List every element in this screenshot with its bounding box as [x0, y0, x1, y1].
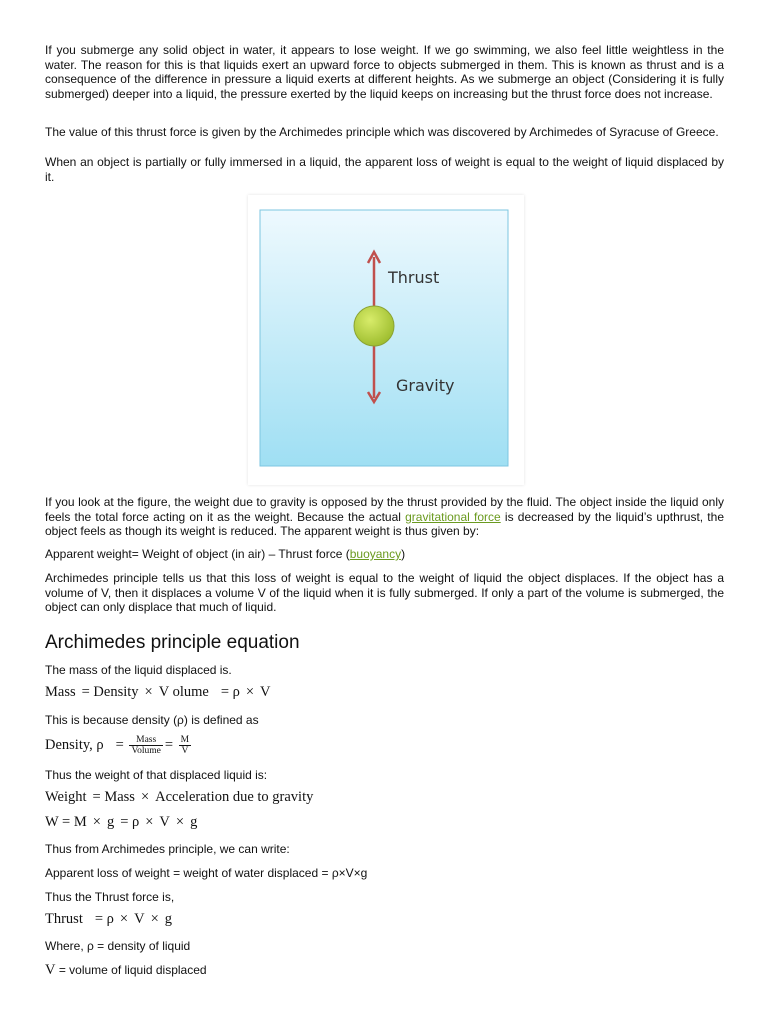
- eq-term: Acceleration due to gravity: [155, 789, 314, 805]
- mass-over-volume-fraction: [129, 735, 162, 756]
- eq-term: Mass: [45, 684, 76, 700]
- eq-term: = Density: [81, 684, 139, 700]
- fraction-numerator: M: [180, 735, 190, 745]
- eq-term: = ρ: [94, 911, 114, 927]
- eq-term: = ρ: [120, 814, 140, 830]
- eq-term: V olume: [158, 684, 209, 700]
- gravity-label: Gravity: [396, 376, 455, 395]
- eq-term: V: [260, 684, 271, 700]
- mass-intro-line: The mass of the liquid displaced is.: [45, 663, 232, 677]
- thrust-label: Thrust: [388, 268, 440, 287]
- eq-operator: ×: [92, 814, 101, 830]
- gravitational-force-link[interactable]: gravitational force: [405, 509, 501, 524]
- fraction-denominator: V: [181, 746, 189, 756]
- eq-term: g: [190, 814, 198, 830]
- buoyancy-figure: [248, 195, 524, 485]
- fraction-numerator: Mass: [129, 735, 162, 746]
- eq-operator: ×: [150, 911, 159, 927]
- weight-symbolic-equation: [45, 815, 197, 830]
- buoyancy-diagram: [248, 195, 524, 485]
- eq-term: g: [106, 814, 115, 830]
- eq-operator: =: [115, 736, 124, 753]
- intro-paragraph: If you submerge any solid object in water, it appears to lose weight. If we go swimming, we also feel little weightless in the water. The reason for this is that liquids exert an upward force to objects submerged in them. This is known as thrust and is a consequence of the difference in pressure a liquid exerts at different heights. As we submerge an object (Considering it is fully submerged) deeper into a liquid, the pressure exerted by the liquid keeps on increasing but the thrust force does not increase.: [45, 43, 724, 101]
- weight-intro-line: Thus the weight of that displaced liquid is:: [45, 768, 268, 782]
- eq-term: Weight: [45, 789, 87, 805]
- eq-operator: ×: [245, 684, 255, 700]
- eq-operator: =: [164, 736, 174, 753]
- eq-term: = ρ: [220, 684, 240, 700]
- density-equation: [45, 735, 193, 756]
- density-definition-line: Where, ρ = density of liquid: [45, 939, 191, 953]
- archimedes-write-line: Thus from Archimedes principle, we can write:: [45, 842, 290, 856]
- density-intro-line: This is because density (ρ) is defined as: [45, 713, 259, 727]
- figure-explanation-text-end: is decreased by the liquid’s upthrust, the object feels as though its weight is reduced. The apparent weight is thus given by:: [45, 509, 724, 539]
- m-over-v-fraction: [179, 735, 191, 756]
- figure-explanation: [45, 495, 724, 539]
- displacement-paragraph: Archimedes principle tells us that this loss of weight is equal to the weight of liquid the object displaces. If the object has a volume of V, then it displaces a volume V of the liquid when it is fully submerged. If only a part of the volume is submerged, the object can only displace that much of liquid.: [45, 571, 724, 615]
- apparent-weight-close: ): [401, 547, 406, 561]
- mass-equation: [45, 685, 271, 700]
- apparent-weight-text: Apparent weight= Weight of object (in air) – Thrust force (: [45, 547, 350, 561]
- volume-definition-text: = volume of liquid displaced: [55, 963, 207, 977]
- volume-definition-line: [45, 963, 207, 978]
- apparent-weight-line: [45, 547, 724, 562]
- section-heading: Archimedes principle equation: [45, 632, 300, 653]
- eq-term: V: [134, 911, 145, 927]
- eq-term: Thrust: [45, 911, 83, 927]
- buoyancy-link[interactable]: buoyancy: [349, 547, 402, 561]
- weight-equation: [45, 790, 313, 805]
- fraction-denominator: Volume: [131, 746, 161, 756]
- eq-operator: ×: [144, 684, 153, 700]
- submerged-object: [354, 306, 394, 346]
- eq-operator: ×: [140, 789, 150, 805]
- volume-symbol: V: [45, 962, 56, 978]
- thrust-intro-line: Thus the Thrust force is,: [45, 890, 175, 904]
- eq-operator: ×: [175, 814, 185, 830]
- eq-term: V: [159, 814, 170, 830]
- figure-explanation-text: If you look at the figure, the weight due to gravity is opposed by the thrust provided by the fluid. The object inside the liquid only feels the total force acting on it as the weight. Because the actual: [45, 495, 724, 524]
- eq-operator: ×: [119, 911, 129, 927]
- archimedes-paragraph: The value of this thrust force is given by the Archimedes principle which was discovered by Archimedes of Syracuse of Greece.: [45, 125, 719, 139]
- apparent-loss-line: Apparent loss of weight = weight of water displaced = ρ×V×g: [45, 866, 368, 880]
- eq-term: W = M: [45, 814, 87, 830]
- principle-statement: When an object is partially or fully immersed in a liquid, the apparent loss of weight is equal to the weight of liquid displaced by it.: [45, 155, 724, 184]
- eq-term: Density, ρ: [45, 736, 104, 753]
- eq-term: = Mass: [92, 789, 135, 805]
- thrust-equation: [45, 912, 172, 927]
- eq-term: g: [164, 911, 173, 927]
- eq-operator: ×: [145, 814, 154, 830]
